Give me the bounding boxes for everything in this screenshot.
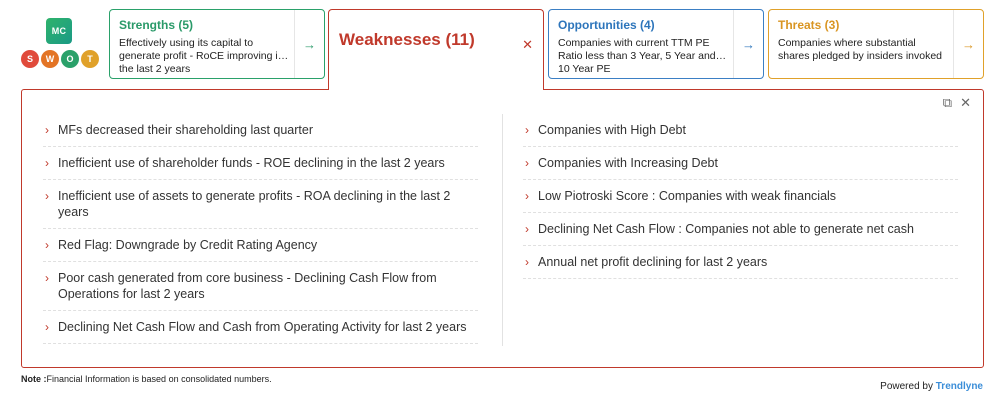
list-item-text: Companies with Increasing Debt xyxy=(538,156,718,170)
list-item-text: Inefficient use of assets to generate profits - ROA declining in the last 2 years xyxy=(58,189,451,219)
trendlyne-link[interactable]: Trendlyne xyxy=(935,381,983,392)
tab-strengths[interactable] xyxy=(109,9,325,79)
tab-threats-desc: Companies where substantial shares pledged by insiders invoked xyxy=(778,37,943,62)
swot-s-dot: S xyxy=(21,50,39,68)
list-item[interactable] xyxy=(43,147,478,180)
tab-opportunities-desc: Companies with current TTM PE Ratio less than 3 Year, 5 Year and 10 Year PE xyxy=(558,37,716,75)
column-divider xyxy=(502,114,503,346)
tab-threats-title: Threats (3) xyxy=(778,18,840,32)
list-item-text: MFs decreased their shareholding last quarter xyxy=(58,123,313,137)
arrow-right-icon[interactable]: → xyxy=(953,10,983,78)
tab-opportunities-title: Opportunities (4) xyxy=(558,18,655,32)
mc-logo-badge: MC xyxy=(46,18,72,44)
list-item-text: Declining Net Cash Flow : Companies not able to generate net cash xyxy=(538,222,914,236)
tab-weaknesses[interactable] xyxy=(328,9,544,90)
list-item[interactable] xyxy=(43,114,478,147)
chevron-right-icon: › xyxy=(45,238,49,252)
expand-icon[interactable]: ⧉ xyxy=(942,95,953,110)
swot-o-dot: O xyxy=(61,50,79,68)
powered-by xyxy=(880,381,983,392)
list-item[interactable] xyxy=(523,213,958,246)
chevron-right-icon: › xyxy=(45,156,49,170)
tab-opportunities[interactable] xyxy=(548,9,764,79)
note-text: Financial Information is based on consolidated numbers. xyxy=(46,374,272,384)
chevron-right-icon: › xyxy=(525,222,529,236)
tab-strengths-title: Strengths (5) xyxy=(119,18,194,32)
list-item-text: Red Flag: Downgrade by Credit Rating Agency xyxy=(58,238,318,252)
list-item-text: Annual net profit declining for last 2 years xyxy=(538,255,768,269)
list-item[interactable] xyxy=(43,180,478,229)
list-item[interactable] xyxy=(43,311,478,344)
list-item-text: Low Piotroski Score : Companies with weak financials xyxy=(538,189,837,203)
arrow-right-icon[interactable]: → xyxy=(733,10,763,78)
list-item-text: Inefficient use of shareholder funds - ROE declining in the last 2 years xyxy=(58,156,445,170)
weaknesses-panel xyxy=(21,89,984,368)
list-item[interactable] xyxy=(43,262,478,311)
chevron-right-icon: › xyxy=(525,255,529,269)
list-item[interactable] xyxy=(523,114,958,147)
list-item-text: Poor cash generated from core business - Declining Cash Flow from Operations for last 2 years xyxy=(58,271,437,301)
weakness-list-left xyxy=(43,114,478,344)
chevron-right-icon: › xyxy=(45,189,49,203)
powered-by-label: Powered by xyxy=(880,381,933,392)
chevron-right-icon: › xyxy=(525,189,529,203)
chevron-right-icon: › xyxy=(525,156,529,170)
chevron-right-icon: › xyxy=(45,271,49,285)
tab-strengths-desc: Effectively using its capital to generate profit - RoCE improving in the last 2 years xyxy=(119,37,284,75)
note-label: Note : xyxy=(21,374,47,384)
list-item[interactable] xyxy=(43,229,478,262)
list-item-text: Declining Net Cash Flow and Cash from Operating Activity for last 2 years xyxy=(58,320,467,334)
tab-weaknesses-title: Weaknesses (11) xyxy=(339,30,475,49)
swot-logo xyxy=(18,18,100,72)
close-icon[interactable]: ✕ xyxy=(960,95,971,110)
chevron-right-icon: › xyxy=(45,320,49,334)
swot-w-dot: W xyxy=(41,50,59,68)
arrow-right-icon[interactable]: → xyxy=(294,10,324,78)
list-item-text: Companies with High Debt xyxy=(538,123,686,137)
list-item[interactable] xyxy=(523,147,958,180)
chevron-right-icon: › xyxy=(525,123,529,137)
swot-t-dot: T xyxy=(81,50,99,68)
panel-actions xyxy=(943,96,971,110)
weakness-list-right xyxy=(523,114,958,279)
chevron-right-icon: › xyxy=(45,123,49,137)
footer-note xyxy=(21,374,272,384)
list-item[interactable] xyxy=(523,180,958,213)
close-icon[interactable]: ✕ xyxy=(522,37,533,52)
tab-threats[interactable] xyxy=(768,9,984,79)
list-item[interactable] xyxy=(523,246,958,279)
